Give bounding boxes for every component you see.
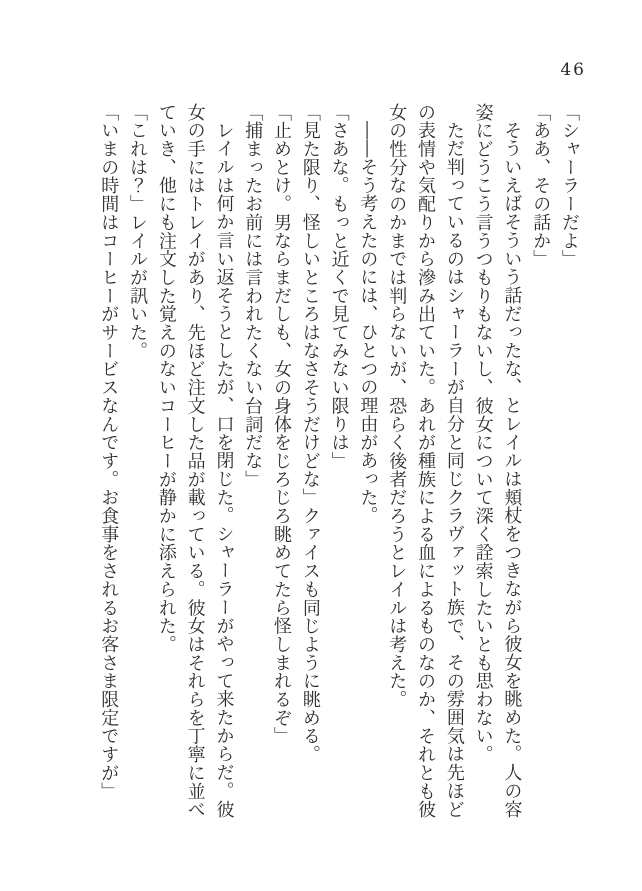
text-line-3: そういえばそういう話だったな、とレイルは頬杖をつきながら彼女を眺めた。人の容 bbox=[501, 121, 523, 819]
text-line-9: 「さあな。もっと近くで見てみない限りは」 bbox=[328, 103, 350, 470]
text-line-8: ――そう考えたのには、ひとつの理由があった。 bbox=[357, 121, 379, 526]
text-line-7: 女の性分なのかまでは判らないが、恐らく後者だろうとレイルは考えた。 bbox=[386, 103, 408, 709]
text-line-15: ていき、他にも注文した覚えのないコーヒーが静かに添えられた。 bbox=[155, 103, 177, 654]
text-line-6: の表情や気配りから滲み出ていた。あれが種族による血によるものなのか、それとも彼 bbox=[415, 103, 437, 819]
text-line-12: 「捕まったお前には言われたくない台詞だな」 bbox=[242, 103, 264, 489]
text-line-10: 「見た限り、怪しいところはなさそうだけどな」クァイスも同じように眺める。 bbox=[299, 103, 321, 764]
text-line-13: レイルは何か言い返そうとしたが、口を閉じた。シャーラーがやって来たからだ。彼 bbox=[213, 121, 235, 819]
text-line-2: 「ああ、その話か」 bbox=[530, 103, 552, 269]
page-number: 46 bbox=[560, 60, 586, 80]
text-line-4: 姿にどうこう言うつもりもないし、彼女について深く詮索したいとも思わない。 bbox=[472, 103, 494, 764]
text-line-16: 「これは？」レイルが訊いた。 bbox=[127, 103, 149, 360]
text-line-17: 「いまの時間はコーヒーがサービスなんです。お食事をされるお客さま限定ですが」 bbox=[98, 103, 120, 801]
text-line-1: 「シャーラーだよ」 bbox=[559, 103, 580, 269]
text-line-14: 女の手にはトレイがあり、先ほど注文した品が載っている。彼女はそれらを丁寧に並べ bbox=[184, 103, 206, 819]
text-line-11: 「止めとけ。男ならまだしも、女の身体をじろじろ眺めてたら怪しまれるぞ」 bbox=[271, 103, 293, 746]
text-block bbox=[93, 103, 583, 819]
text-line-5: ただ判っているのはシャーラーが自分と同じクラヴァット族で、その雰囲気は先ほど bbox=[443, 121, 465, 819]
